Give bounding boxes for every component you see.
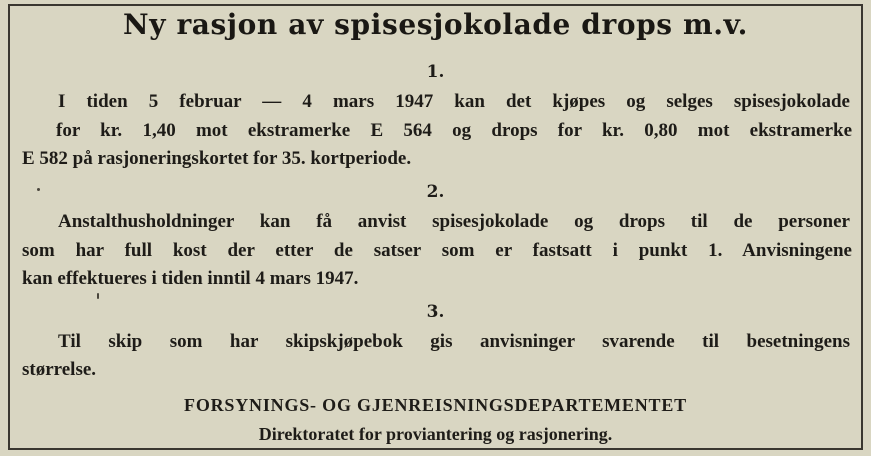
section-number: 2. xyxy=(426,182,445,202)
paragraph-line: størrelse. xyxy=(22,359,97,380)
department-signature: FORSYNINGS- OG GJENREISNINGSDEPARTEMENTET xyxy=(184,395,687,415)
notice-title: Ny rasjon av spisesjokolade drops m.v. xyxy=(123,8,748,41)
print-speck xyxy=(97,293,99,299)
section-number: 1. xyxy=(426,62,445,82)
paragraph-line: som har full kost der etter de satser som er fastsatt i punkt 1. Anvisningene xyxy=(22,240,852,261)
paragraph-line: kan effektueres i tiden inntil 4 mars 1947. xyxy=(22,268,359,289)
print-speck xyxy=(37,188,40,191)
paragraph-line: I tiden 5 februar — 4 mars 1947 kan det kjøpes og selges spisesjokolade xyxy=(58,91,850,112)
section-number: 3. xyxy=(426,302,445,322)
paragraph-line: Anstalthusholdninger kan få anvist spisesjokolade og drops til de personer xyxy=(58,211,850,232)
paragraph-line: Til skip som har skipskjøpebok gis anvisninger svarende til besetningens xyxy=(58,331,850,352)
paragraph-line: for kr. 1,40 mot ekstramerke E 564 og drops for kr. 0,80 mot ekstramerke xyxy=(56,120,852,141)
directorate-signature: Direktoratet for proviantering og rasjonering. xyxy=(258,424,613,444)
paragraph-line: E 582 på rasjoneringskortet for 35. kortperiode. xyxy=(22,148,412,169)
